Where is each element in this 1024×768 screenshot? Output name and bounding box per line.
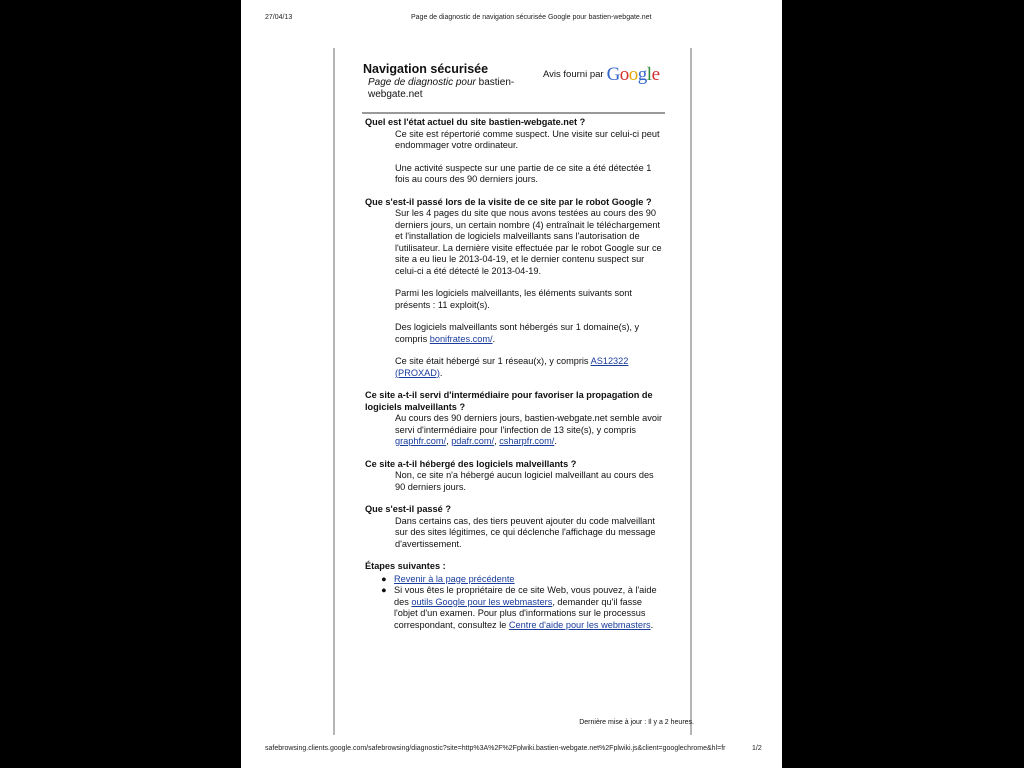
diagnostic-sections [365,117,665,631]
section-crawl-question: Que s'est-il passé lors de la visite de ce site par le robot Google ? [365,196,652,207]
text: Ce site était hébergé sur 1 réseau(x), y compris [395,356,591,366]
print-footer-url: safebrowsing.clients.google.com/safebrowsing/diagnostic?site=http%3A%2F%2Fplwiki.bastien-webgate.net%2Fplwiki.js&client=googlechrome&hl=fr [265,745,726,752]
section-intermediary-question: Ce site a-t-il servi d'intermédiaire pour favoriser la propagation de logiciels malveillants ? [365,390,653,412]
section-hosted-question: Ce site a-t-il hébergé des logiciels malveillants ? [365,458,577,469]
google-logo [606,64,660,85]
paragraph: Ce site est répertorié comme suspect. Une visite sur celui-ci peut endommager votre ordinateur. [395,128,660,150]
list-item [381,585,665,631]
text: . [554,436,557,446]
paragraph: Sur les 4 pages du site que nous avons testées au cours des 90 derniers jours, un certain nombre (4) entraînait le téléchargement et l'installation de logiciels malveillants sans l'autorisation de l'utilisateur. La dernière visite effectuée par le robot Google sur ce site a eu lieu le 2013-04-19, et le dernier contenu suspect sur celui-ci a été détecté le 2013-04-19. [395,208,662,276]
text: . [439,367,443,378]
section-status-question: Quel est l'état actuel du site bastien-webgate.net ? [365,117,586,127]
text: . [492,333,496,344]
section-intermediary-answer [365,413,665,448]
paragraph [395,356,665,379]
network-link[interactable]: AS12322 (PROXAD) [395,356,629,378]
section-status-answer [365,129,665,186]
diagnostic-content [363,62,694,726]
paragraph: Une activité suspecte sur une partie de ce site a été détectée 1 fois au cours des 90 derniers jours. [395,162,652,184]
text: , [446,436,452,446]
next-steps-list [365,574,665,632]
google-logo-e: e [651,64,660,85]
bullet-icon: ● [381,585,387,595]
section-crawl-answer [365,208,665,379]
next-steps-title: Étapes suivantes : [365,561,446,571]
section-hosted-answer [365,470,665,493]
text: , demander qu'il fasse l'objet d'un examen. Pour plus d'informations sur le processus correspondant, consultez le [394,596,646,630]
text: Si vous êtes le propriétaire de ce site Web, vous pouvez, à l'aide des [394,585,657,607]
google-logo-g2: g [637,64,647,85]
webmaster-tools-link[interactable]: outils Google pour les webmasters [411,596,553,607]
list-item [381,573,665,586]
section-what-happened-question: Que s'est-il passé ? [365,504,451,514]
subtitle-domain: bastien-webgate.net [368,77,515,100]
print-footer-page: 1/2 [752,745,762,752]
section-what-happened-answer [365,516,665,551]
webmaster-help-link[interactable]: Centre d'aide pour les webmasters [508,619,651,630]
text: Au cours des 90 derniers jours, bastien-webgate.net semble avoir servi d'intermédiaire pour l'infection de 13 site(s), y compris [395,413,663,435]
infected-site-link[interactable]: pdafr.com/ [451,436,495,446]
print-header-title: Page de diagnostic de navigation sécurisée Google pour bastien-webgate.net [411,14,652,21]
google-logo-o2: o [628,64,638,85]
diagnostic-frame [333,48,692,735]
back-link[interactable]: Revenir à la page précédente [394,573,515,584]
bullet-icon: ● [381,573,387,584]
infected-site-link[interactable]: csharpfr.com/ [499,436,555,446]
page-title: Navigation sécurisée [363,62,489,76]
text: . [650,619,654,630]
print-header-date: 27/04/13 [265,14,293,21]
diagnostic-subtitle [363,77,528,101]
google-logo-o1: o [619,64,629,85]
header-divider [362,112,665,114]
last-update: Dernière mise à jour : Il y a 2 heures. [579,719,694,726]
paragraph [395,413,665,448]
text: Des logiciels malveillants sont hébergés sur 1 domaine(s), y compris [395,322,640,344]
google-logo-l: l [646,64,652,85]
text: , [494,436,500,446]
paragraph: Parmi les logiciels malveillants, les éléments suivants sont présents : 11 exploit(s). [395,288,632,310]
google-logo-g1: G [606,64,620,85]
paragraph: Dans certains cas, des tiers peuvent ajouter du code malveillant sur des sites légitimes, ce qui déclenche l'affichage du message d'avertissement. [395,515,656,549]
paragraph [395,322,665,345]
subtitle-prefix: Page de diagnostic pour [368,77,476,88]
infected-site-link[interactable]: graphfr.com/ [395,436,447,446]
provider-label: Avis fourni par [543,69,604,80]
provider-info [543,64,660,85]
paragraph: Non, ce site n'a hébergé aucun logiciel malveillant au cours des 90 derniers jours. [395,470,654,492]
malware-domain-link[interactable]: bonifrates.com/ [429,333,493,344]
pdf-page [241,0,782,768]
